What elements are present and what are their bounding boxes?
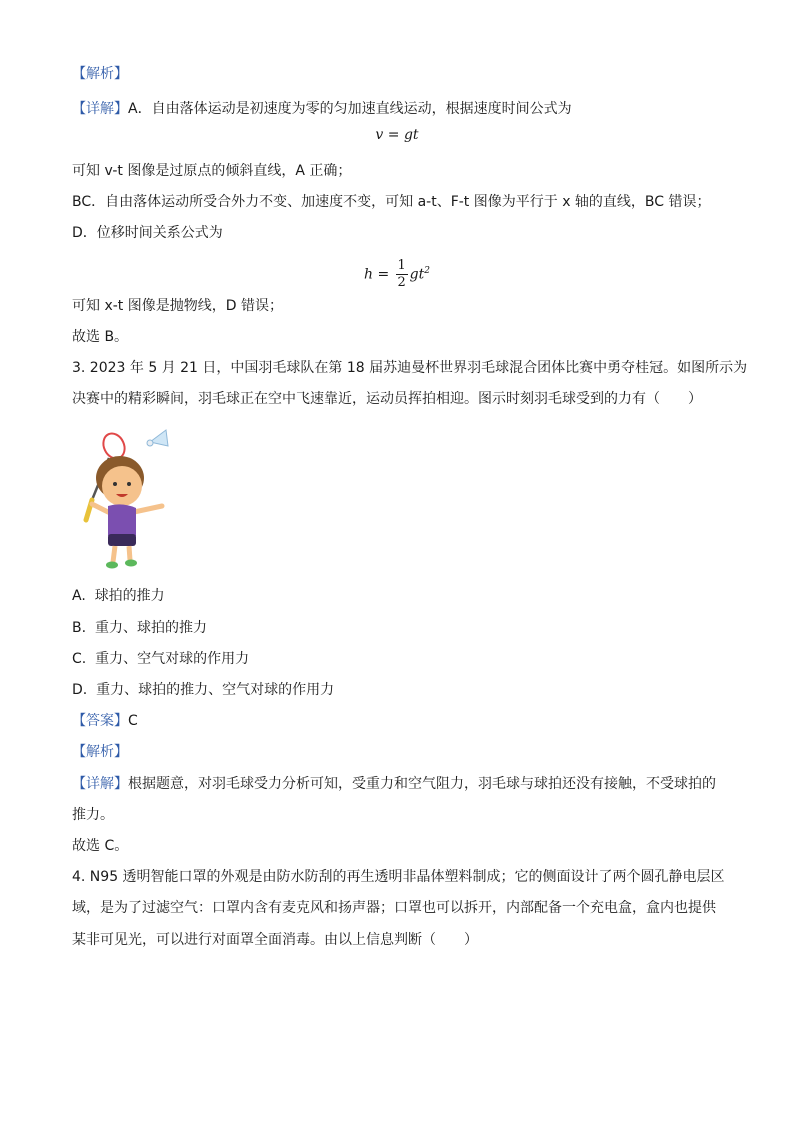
q3-option-b-label: B.	[72, 620, 87, 636]
q3-option-b	[72, 618, 207, 638]
detail-text-a: A．自由落体运动是初速度为零的匀加速直线运动，根据速度时间公式为	[128, 101, 572, 117]
q3-detail-text1: 根据题意，对羽毛球受力分析可知，受重力和空气阻力，羽毛球与球拍还没有接触，不受球拍的	[128, 776, 716, 792]
q3-option-d-text: 重力、球拍的推力、空气对球的作用力	[96, 682, 335, 698]
detail-line-d: D．位移时间关系公式为	[72, 225, 223, 241]
detail-line-bc: BC．自由落体运动所受合外力不变、加速度不变，可知 a-t、F-t 图像为平行于 x 轴的直线，BC 错误；	[72, 194, 711, 210]
q3-option-a-text: 球拍的推力	[94, 588, 165, 604]
q3-option-c-text: 重力、空气对球的作用力	[95, 651, 250, 667]
q3-answer-tag: 【答案】	[72, 713, 128, 729]
q3-option-c-label: C.	[72, 651, 87, 667]
q3-option-d	[72, 680, 334, 700]
q3-option-d-label: D.	[72, 682, 88, 698]
detail-line-d2: 可知 x-t 图像是抛物线，D 错误；	[72, 298, 283, 314]
q3-option-b-text: 重力、球拍的推力	[94, 620, 207, 636]
q3-detail-line2: 推力。	[72, 807, 114, 823]
prev-conclusion: 故选 B。	[72, 329, 129, 345]
q3-option-c	[72, 649, 249, 669]
formula2-numerator: 1	[397, 258, 406, 274]
badminton-player-illustration	[78, 424, 178, 574]
q3-conclusion: 故选 C。	[72, 838, 129, 854]
q4-stem-line1: 4. N95 透明智能口罩的外观是由防水防刮的再生透明非晶体塑料制成；它的侧面设计了两个圆孔静电层区	[72, 869, 725, 885]
formula2-exponent: 2	[424, 266, 430, 276]
detail-line-a2: 可知 v-t 图像是过原点的倾斜直线，A 正确；	[72, 163, 352, 179]
q3-stem-line1: 3. 2023 年 5 月 21 日，中国羽毛球队在第 18 届苏迪曼杯世界羽毛球混合团体比赛中勇夺桂冠。如图所示为	[72, 360, 748, 376]
q3-answer-value: C	[128, 713, 138, 729]
q4-stem-line2: 域，是为了过滤空气：口罩内含有麦克风和扬声器；口罩也可以拆开，内部配备一个充电盒，盒内也提供	[72, 900, 716, 916]
shuttlecock-icon	[147, 430, 168, 446]
detail-line-a	[72, 99, 572, 119]
q3-option-a	[72, 586, 165, 606]
q3-answer	[72, 711, 138, 731]
q3-detail-line1	[72, 774, 716, 794]
q3-stem-line2: 决赛中的精彩瞬间，羽毛球正在空中飞速靠近，运动员挥拍相迎。图示时刻羽毛球受到的力有（ ）	[72, 391, 702, 407]
q4-stem-line3: 某非可见光，可以进行对面罩全面消毒。由以上信息判断（ ）	[72, 932, 478, 948]
analysis-tag: 【解析】	[72, 66, 128, 82]
q3-detail-tag: 【详解】	[72, 776, 128, 792]
detail-tag: 【详解】	[72, 101, 128, 117]
formula2-fraction	[396, 258, 408, 291]
formula2-rhs: gt	[409, 266, 425, 283]
formula-velocity: v = gt	[375, 127, 419, 143]
formula2-lhs: h =	[364, 266, 390, 283]
formula2-denominator: 2	[397, 275, 406, 291]
q3-option-a-label: A.	[72, 588, 86, 604]
formula-displacement	[0, 250, 794, 296]
q3-analysis-tag: 【解析】	[72, 744, 128, 760]
